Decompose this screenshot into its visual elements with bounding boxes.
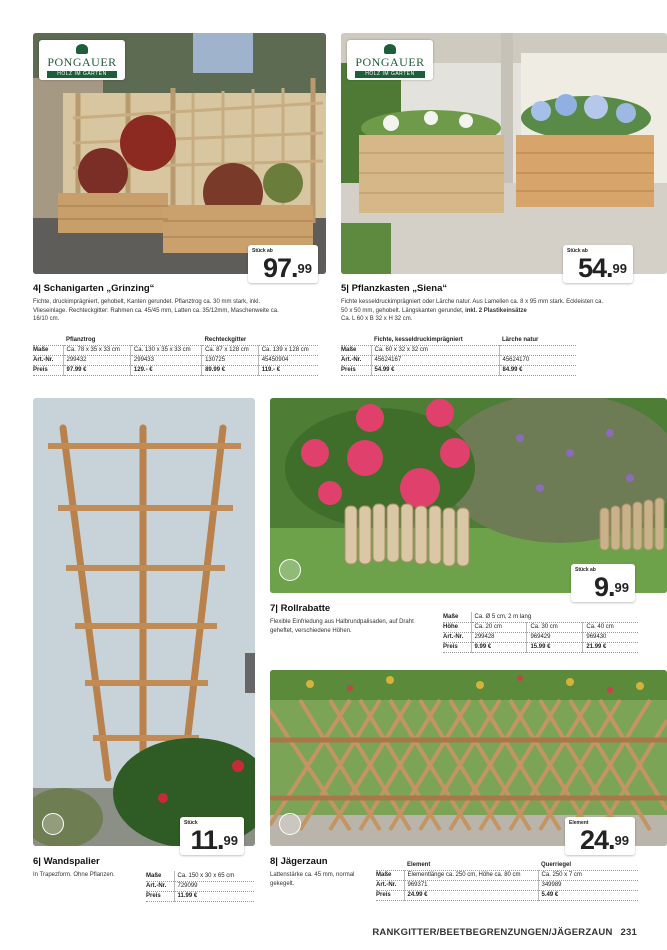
product-desc-4: Fichte, druckimprägniert, gehobelt, Kanten gerundet. Pflanztrog ca. 30 mm stark, inkl. Vlieseinlage. Rechteckgitter: Rahmen ca. 45/45 mm, Latten ca. 35/12mm, Maschenweite ca. 16/10 cm. (33, 299, 279, 322)
product-desc-5: Fichte kesseldruckimprägniert oder Lärche natur. Aus Lamellen ca. 8 x 95 mm stark. Eckleisten ca. 50 x 50 mm, gehobelt. Längskanten gerundet, inkl. 2 Plastikeinsätze Ca. L 60 x B 32 x H 32 cm. (341, 299, 604, 322)
price-value: 11.99 (190, 825, 238, 855)
table-row: Maße Ca. 78 x 35 x 33 cm Ca. 130 x 35 x 33 cm Ca. 87 x 128 cm Ca. 139 x 128 cm (33, 345, 318, 355)
spec-table-5: Fichte, kesseldruckimprägniert Lärche natur Maße Ca. 60 x 32 x 32 cm Art.-Nr. 45624167 45624170 Preis 54.99 € 84.99 € (341, 335, 576, 376)
product-title-4: 4| Schanigarten „Grinzing“ (33, 283, 155, 294)
product-desc-7: Flexible Einfriedung aus Halbrundpalisaden, auf Draht geheftet, verschiedene Höhen. (270, 619, 414, 634)
quality-seal-icon (279, 813, 301, 835)
section-title: RANKGITTER/BEETBEGRENZUNGEN/JÄGERZAUN (372, 927, 613, 938)
price-badge-8 (565, 817, 635, 855)
price-value: 97.99 (262, 253, 312, 283)
table-row: Maße Elementlänge ca. 250 cm, Höhe ca. 80 cm Ca. 250 x 7 cm (376, 870, 638, 880)
table-row: Art.-Nr. 299428 969429 969430 (443, 632, 638, 642)
quality-seal-icon (279, 559, 301, 581)
table-row: Höhe Ca. 20 cm Ca. 30 cm Ca. 40 cm (443, 622, 638, 632)
photo-wandspalier (33, 398, 255, 846)
table-row: Preis 11.99 € (146, 891, 254, 901)
price-badge-5 (563, 245, 633, 283)
table-row: Art.-Nr. 729099 (146, 881, 254, 891)
product-title-6: 6| Wandspalier (33, 856, 100, 867)
table-row: Art.-Nr. 969371 349989 (376, 880, 638, 890)
price-unit: Stück ab (252, 248, 273, 254)
price-value: 54.99 (577, 253, 627, 283)
price-value: 9.99 (594, 572, 629, 602)
crest-icon (384, 44, 396, 54)
product-title-5: 5| Pflanzkasten „Siena“ (341, 283, 448, 294)
product-title-8: 8| Jägerzaun (270, 856, 328, 867)
spec-table-8: Element Querriegel Maße Elementlänge ca. 250 cm, Höhe ca. 80 cm Ca. 250 x 7 cm Art.-Nr. 969371 349989 Preis 24.99 € 5.49 € (376, 860, 638, 901)
page-number: 231 (620, 927, 637, 938)
crest-icon (76, 44, 88, 54)
product-title-7: 7| Rollrabatte (270, 603, 331, 614)
table-row: Preis 9.99 € 15.99 € 21.99 € (443, 642, 638, 652)
brand-logo: PONGAUER HOLZ IM GARTEN (347, 40, 433, 80)
table-row: Art.-Nr. 299432 299433 130725 45450904 (33, 355, 318, 365)
product-desc-8: Lattenstärke ca. 45 mm, normal gekegelt. (270, 872, 355, 887)
price-badge-7 (571, 564, 635, 602)
product-desc-6: In Trapezform. Ohne Pflanzen. (33, 872, 115, 878)
spec-table-4: Pflanztrog Rechteckgitter Maße Ca. 78 x 35 x 33 cm Ca. 130 x 35 x 33 cm Ca. 87 x 128 cm Ca. 139 x 128 cm Art.-Nr. 299432 299433 130725 45450904 Preis 97.99 € 129.- € 89.99 € 119.- € (33, 335, 318, 376)
price-badge-4 (248, 245, 318, 283)
table-row: Maße Ca. 60 x 32 x 32 cm (341, 345, 576, 355)
spec-table-7 (443, 612, 638, 653)
price-unit: Stück ab (575, 567, 596, 573)
table-row: Preis 54.99 € 84.99 € (341, 365, 576, 375)
page-footer (372, 927, 637, 938)
price-unit: Stück (184, 820, 198, 826)
table-row: Art.-Nr. 45624167 45624170 (341, 355, 576, 365)
spec-table-6 (146, 871, 254, 902)
quality-seal-icon (42, 813, 64, 835)
table-row: Maße Ca. Ø 5 cm, 2 m lang (443, 612, 638, 622)
price-value: 24.99 (579, 825, 629, 855)
price-unit: Stück ab (567, 248, 588, 254)
table-row: Preis 97.99 € 129.- € 89.99 € 119.- € (33, 365, 318, 375)
table-row: Maße Ca. 150 x 30 x 65 cm (146, 871, 254, 881)
brand-logo: PONGAUER HOLZ IM GARTEN (39, 40, 125, 80)
price-unit: Element (569, 820, 589, 826)
table-row: Preis 24.99 € 5.49 € (376, 890, 638, 900)
price-badge-6 (180, 817, 244, 855)
